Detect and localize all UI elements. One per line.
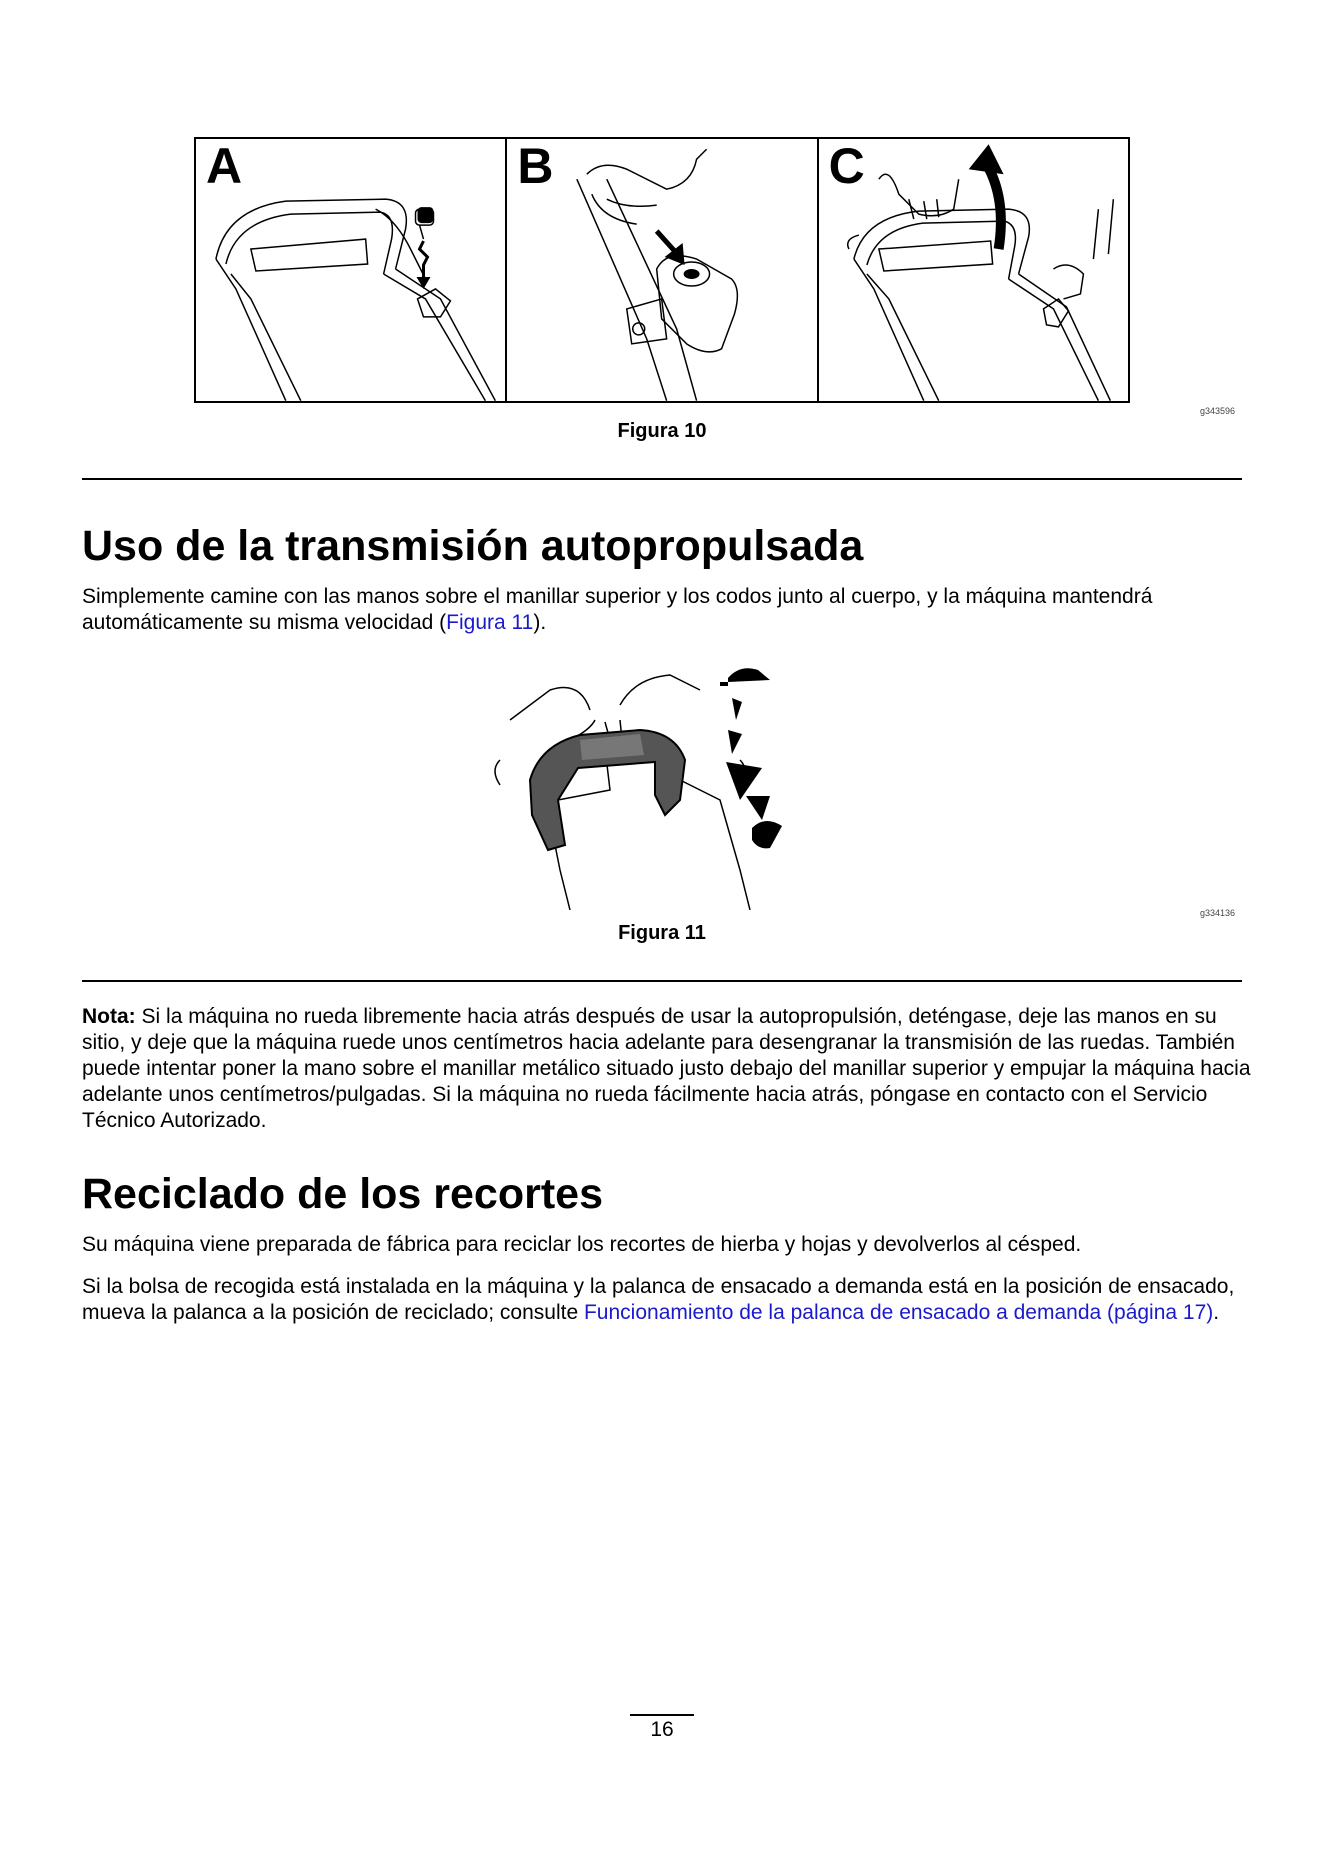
lift-handle-illustration [819, 139, 1128, 401]
figure-10-panel-a [196, 139, 505, 401]
paragraph-text: Si la bolsa de recogida está instalada en la máquina y la palanca de ensacado a demanda está en la posición de ensacado, mueva la palanca a la posición de reciclado; consulte [82, 1275, 1235, 1324]
figure-link[interactable]: Figura 11 [446, 611, 534, 634]
section-divider [82, 478, 1242, 480]
section-heading: Reciclado de los recortes [82, 1170, 603, 1218]
figure-11 [470, 650, 870, 910]
paragraph-text: . [1213, 1301, 1220, 1324]
paragraph-text: ). [533, 611, 547, 634]
self-propel-illustration [470, 650, 870, 910]
page-link[interactable]: Funcionamiento de la palanca de ensacado a demanda (página 17) [583, 1301, 1214, 1324]
figure-10-panel-c [817, 139, 1128, 401]
paragraph: Su máquina viene preparada de fábrica para reciclar los recortes de hierba y hojas y devolverlos al césped. [82, 1233, 1082, 1256]
note-text: Si la máquina no rueda libremente hacia atrás después de usar la autopropulsión, deténgase, deje las manos en su sitio, y deje que la máquina ruede unos centímetros hacia adelante para desengranar la transmisión de las ruedas. También puede intentar poner la mano sobre el manillar metálico situado justo debajo del manillar superior y empujar la máquina hacia adelante unos centímetros/pulgadas. Si la máquina no rueda fácilmente hacia atrás, póngase en contacto con el Servicio Técnico Autorizado. [82, 1005, 1251, 1132]
press-knob-illustration [507, 139, 816, 401]
section-divider [82, 980, 1242, 982]
note-label: Nota: [82, 1005, 136, 1028]
paragraph [82, 1274, 1252, 1326]
page-number-rule [630, 1714, 694, 1716]
section-heading: Uso de la transmisión autopropulsada [82, 522, 864, 570]
panel-label: A [206, 138, 243, 194]
figure-code: g343596 [1200, 406, 1236, 416]
note-paragraph [82, 1004, 1252, 1134]
paragraph-text: Simplemente camine con las manos sobre el manillar superior y los codos junto al cuerpo, y la máquina mantendrá automáticamente su misma velocidad ( [82, 585, 1153, 634]
figure-code: g334136 [1200, 908, 1236, 918]
paragraph [82, 584, 1252, 636]
panel-label: C [828, 138, 865, 194]
figure-caption: Figura 11 [618, 922, 706, 944]
panel-label: B [517, 138, 554, 194]
figure-10 [194, 137, 1130, 403]
page-number: 16 [650, 1718, 674, 1741]
figure-10-panel-b [505, 139, 816, 401]
figure-caption: Figura 10 [617, 420, 707, 442]
handle-knob-illustration [196, 139, 505, 401]
